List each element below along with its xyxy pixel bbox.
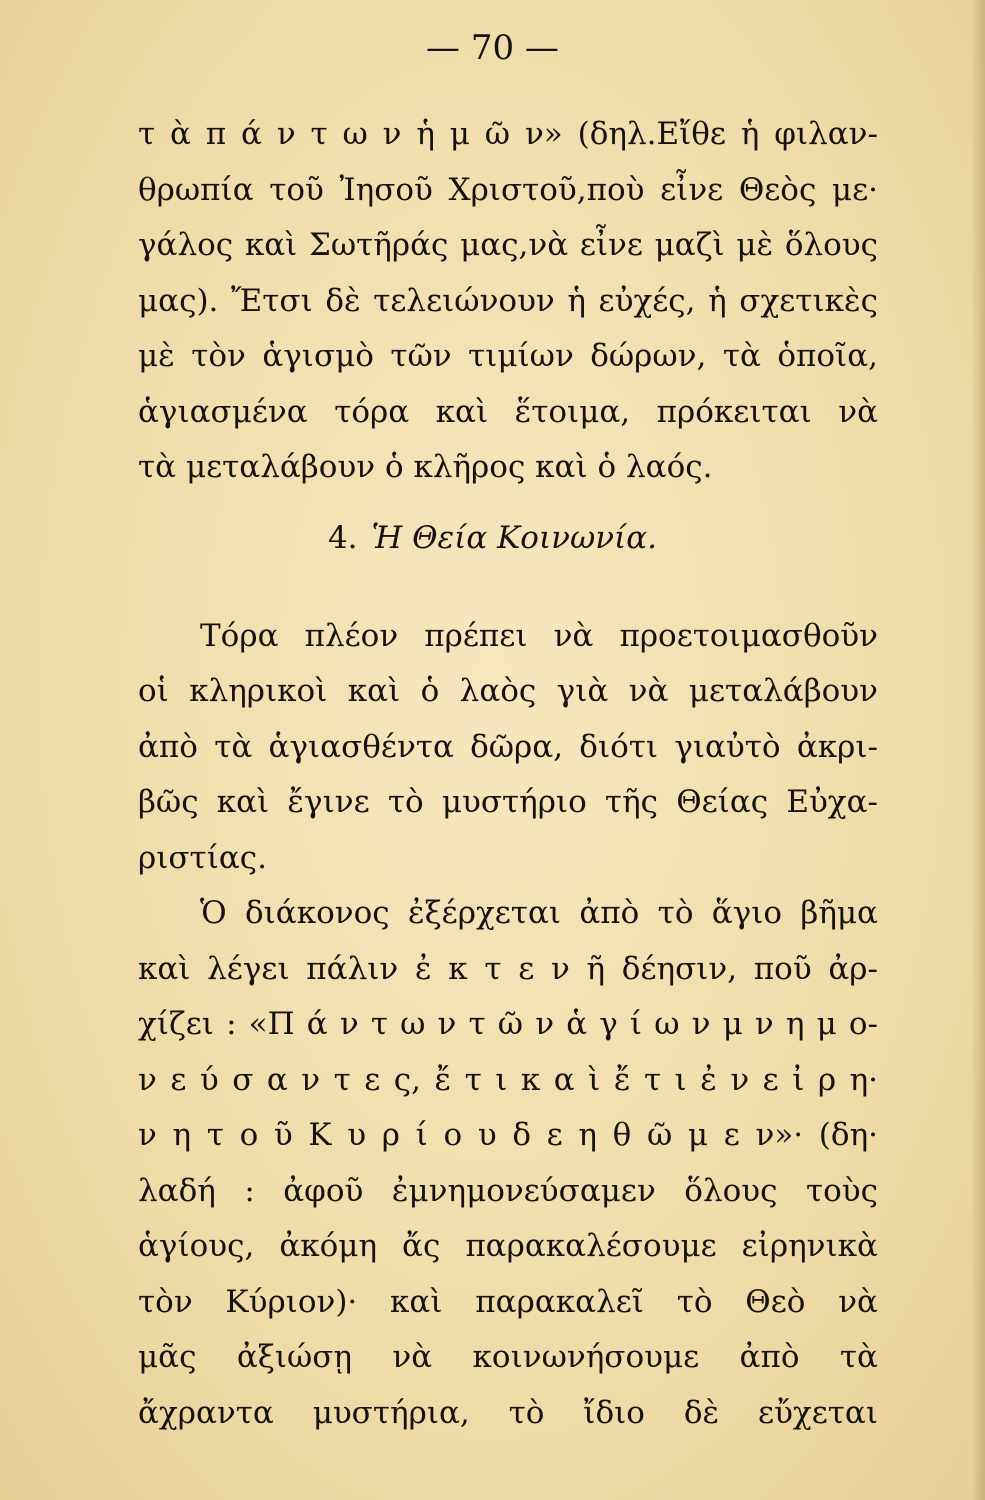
section-number: 4. bbox=[327, 520, 358, 556]
text-line: μας). Ἔτσι δὲ τελειώνουν ἡ εὐχές, ἡ σχετικὲς bbox=[138, 283, 878, 319]
text-line: τ ὰ π ά ν τ ω ν ἡ μ ῶ ν» (δηλ.Εἴθε ἡ φιλαν- bbox=[138, 116, 878, 152]
text-line: ἀπὸ τὰ ἁγιασθέντα δῶρα, διότι γιαὐτὸ ἀκρι- bbox=[138, 729, 878, 765]
text-line: ἁγιασμένα τόρα καὶ ἕτοιμα, πρόκειται νὰ bbox=[138, 394, 878, 430]
page-number: — 70 — bbox=[426, 28, 559, 68]
text-line: τὰ μεταλάβουν ὁ κλῆρος καὶ ὁ λαός. bbox=[138, 449, 713, 485]
section-heading bbox=[0, 512, 985, 564]
text-line: θρωπία τοῦ Ἰησοῦ Χριστοῦ,ποὺ εἶνε Θεὸς με· bbox=[138, 172, 878, 208]
section-title: Ἡ Θεία Κοινωνία. bbox=[371, 520, 658, 556]
text-line: ν η τ ο ῦ Κ υ ρ ί ο υ δ ε η θ ῶ μ ε ν»· (δη· bbox=[138, 1117, 878, 1153]
text-line: οἱ κληρικοὶ καὶ ὁ λαὸς γιὰ νὰ μεταλάβουν bbox=[138, 673, 878, 709]
text-line: ν ε ύ σ α ν τ ε ς, ἔ τ ι κ α ὶ ἔ τ ι ἐ ν ε ἰ ρ η· bbox=[138, 1062, 878, 1098]
text-line: μὲ τὸν ἁγισμὸ τῶν τιμίων δώρων, τὰ ὁποῖα, bbox=[138, 338, 878, 374]
text-line: χίζει : «Π ά ν τ ω ν τ ῶ ν ἁ γ ί ω ν μ ν η μ ο- bbox=[138, 1006, 878, 1042]
text-line: μᾶς ἀξιώσῃ νὰ κοινωνήσουμε ἀπὸ τὰ bbox=[138, 1339, 878, 1375]
text-line: ριστίας. bbox=[138, 840, 267, 876]
page-edge-shadow bbox=[971, 0, 985, 1500]
text-line: τὸν Κύριον)· καὶ παρακαλεῖ τὸ Θεὸ νὰ bbox=[138, 1284, 878, 1320]
text-line: ἄχραντα μυστήρια, τὸ ἴδιο δὲ εὔχεται bbox=[138, 1395, 878, 1431]
text-line: ἁγίους, ἀκόμη ἄς παρακαλέσουμε εἰρηνικὰ bbox=[138, 1228, 878, 1264]
text-line: Τόρα πλέον πρέπει νὰ προετοιμασθοῦν bbox=[200, 618, 878, 654]
text-line: λαδή : ἀφοῦ ἐμνημονεύσαμεν ὅλους τοὺς bbox=[138, 1173, 878, 1209]
text-line: καὶ λέγει πάλιν ἐ κ τ ε ν ῆ δέησιν, ποῦ ἀρ- bbox=[138, 951, 878, 987]
text-line: Ὁ διάκονος ἐξέρχεται ἀπὸ τὸ ἅγιο βῆμα bbox=[200, 895, 878, 931]
text-line: γάλος καὶ Σωτῆράς μας,νὰ εἶνε μαζὶ μὲ ὅλους bbox=[138, 227, 878, 263]
text-line: βῶς καὶ ἔγινε τὸ μυστήριο τῆς Θείας Εὐχα- bbox=[138, 784, 878, 820]
